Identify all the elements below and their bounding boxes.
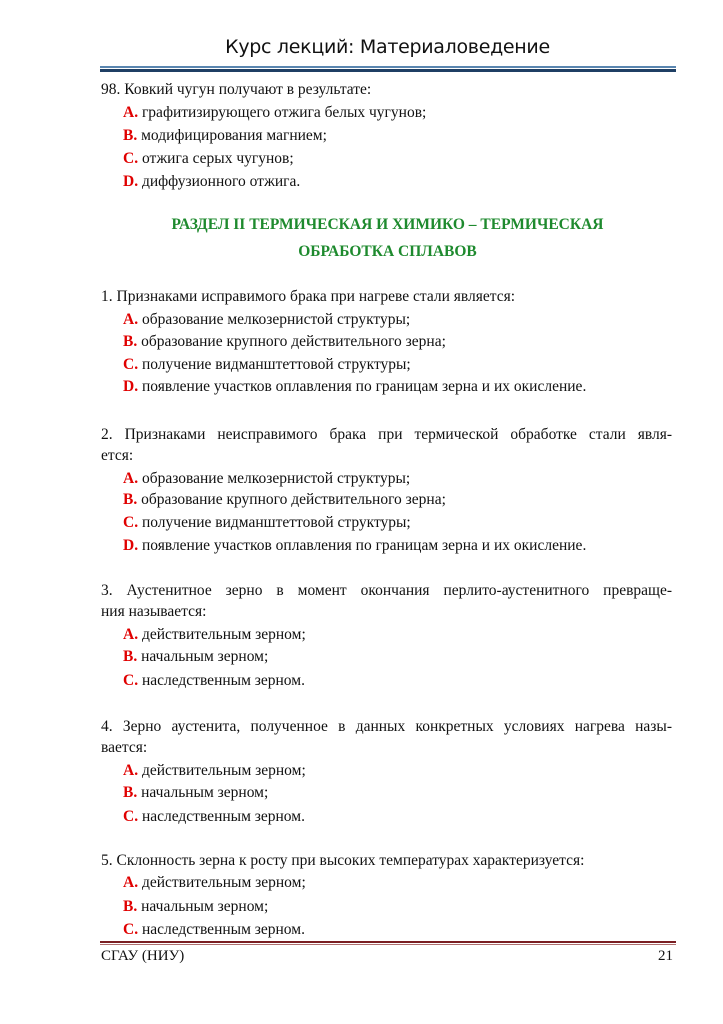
- answer-option: [123, 514, 411, 532]
- answer-option: [123, 104, 426, 122]
- option-text: наследственным зерном.: [141, 808, 305, 825]
- option-text: появление участков оплавления по границам зерна и их окисление.: [141, 537, 587, 554]
- option-letter: B.: [123, 784, 138, 801]
- answer-option: [123, 491, 446, 509]
- answer-option: [123, 311, 410, 329]
- option-letter: C.: [123, 514, 139, 531]
- option-letter: B.: [123, 333, 138, 350]
- option-letter: A.: [123, 874, 139, 891]
- option-text: образование мелкозернистой структуры;: [141, 311, 411, 328]
- answer-option: [123, 626, 306, 644]
- option-text: образование мелкозернистой структуры;: [141, 470, 411, 487]
- option-text: получение видманштеттовой структуры;: [141, 356, 411, 373]
- answer-option: [123, 470, 410, 488]
- answer-option: [123, 648, 268, 666]
- option-letter: C.: [123, 808, 139, 825]
- option-letter: C.: [123, 672, 139, 689]
- answer-option: [123, 898, 268, 916]
- answer-option: [123, 784, 268, 802]
- question-text: ется:: [101, 447, 134, 464]
- option-text: наследственным зерном.: [141, 921, 305, 938]
- option-letter: B.: [123, 648, 138, 665]
- option-text: начальным зерном;: [141, 648, 269, 665]
- answer-option: [123, 378, 586, 396]
- option-text: образование крупного действительного зерна;: [141, 491, 446, 508]
- option-text: действительным зерном;: [141, 762, 306, 779]
- option-letter: A.: [123, 626, 139, 643]
- answer-option: [123, 762, 306, 780]
- footer-institution: СГАУ (НИУ): [101, 948, 185, 964]
- option-letter: D.: [123, 378, 139, 395]
- question-text: 3. Аустенитное зерно в момент окончания перлито-аустенитного превраще-: [101, 582, 672, 599]
- option-text: образование крупного действительного зерна;: [141, 333, 446, 350]
- option-text: диффузионного отжига.: [141, 173, 301, 190]
- option-letter: C.: [123, 356, 139, 373]
- page-number: 21: [658, 948, 673, 964]
- footer-rule: [100, 941, 676, 943]
- answer-option: [123, 127, 327, 145]
- footer-rule-thin: [100, 944, 676, 945]
- option-letter: A.: [123, 470, 139, 487]
- question-text: 2. Признаками неисправимого брака при термической обработке стали явля-: [101, 426, 672, 443]
- question-text: ния называется:: [101, 603, 207, 620]
- answer-option: [123, 874, 306, 892]
- section-title-line1: РАЗДЕЛ II ТЕРМИЧЕСКАЯ И ХИМИКО – ТЕРМИЧЕСКАЯ: [171, 216, 604, 233]
- section-title-line2: ОБРАБОТКА СПЛАВОВ: [298, 243, 477, 260]
- answer-option: [123, 672, 305, 690]
- question-text: 5. Склонность зерна к росту при высоких температурах характеризуется:: [101, 852, 585, 869]
- option-text: отжига серых чугунов;: [141, 150, 294, 167]
- answer-option: [123, 173, 300, 191]
- question-text: 98. Ковкий чугун получают в результате:: [101, 81, 372, 98]
- option-text: получение видманштеттовой структуры;: [141, 514, 411, 531]
- option-letter: B.: [123, 898, 138, 915]
- option-letter: C.: [123, 150, 139, 167]
- option-text: начальным зерном;: [141, 898, 269, 915]
- option-text: действительным зерном;: [141, 626, 306, 643]
- option-text: модифицирования магнием;: [141, 127, 327, 144]
- question-text: 4. Зерно аустенита, полученное в данных конкретных условиях нагрева назы-: [101, 718, 672, 735]
- option-letter: D.: [123, 173, 139, 190]
- answer-option: [123, 356, 411, 374]
- option-letter: B.: [123, 491, 138, 508]
- answer-option: [123, 921, 305, 939]
- option-letter: A.: [123, 311, 139, 328]
- option-text: начальным зерном;: [141, 784, 269, 801]
- question-text: вается:: [101, 739, 148, 756]
- option-letter: A.: [123, 104, 139, 121]
- option-letter: D.: [123, 537, 139, 554]
- header-title: Курс лекций: Материаловедение: [225, 36, 550, 58]
- option-text: действительным зерном;: [141, 874, 306, 891]
- header-rule-thick: [100, 69, 676, 72]
- option-letter: C.: [123, 921, 139, 938]
- answer-option: [123, 150, 294, 168]
- option-letter: B.: [123, 127, 138, 144]
- option-text: наследственным зерном.: [141, 672, 305, 689]
- option-letter: A.: [123, 762, 139, 779]
- answer-option: [123, 333, 446, 351]
- question-text: 1. Признаками исправимого брака при нагреве стали является:: [101, 288, 516, 305]
- option-text: графитизирующего отжига белых чугунов;: [141, 104, 427, 121]
- option-text: появление участков оплавления по границам зерна и их окисление.: [141, 378, 587, 395]
- header-rule: [100, 66, 676, 68]
- answer-option: [123, 537, 586, 555]
- answer-option: [123, 808, 305, 826]
